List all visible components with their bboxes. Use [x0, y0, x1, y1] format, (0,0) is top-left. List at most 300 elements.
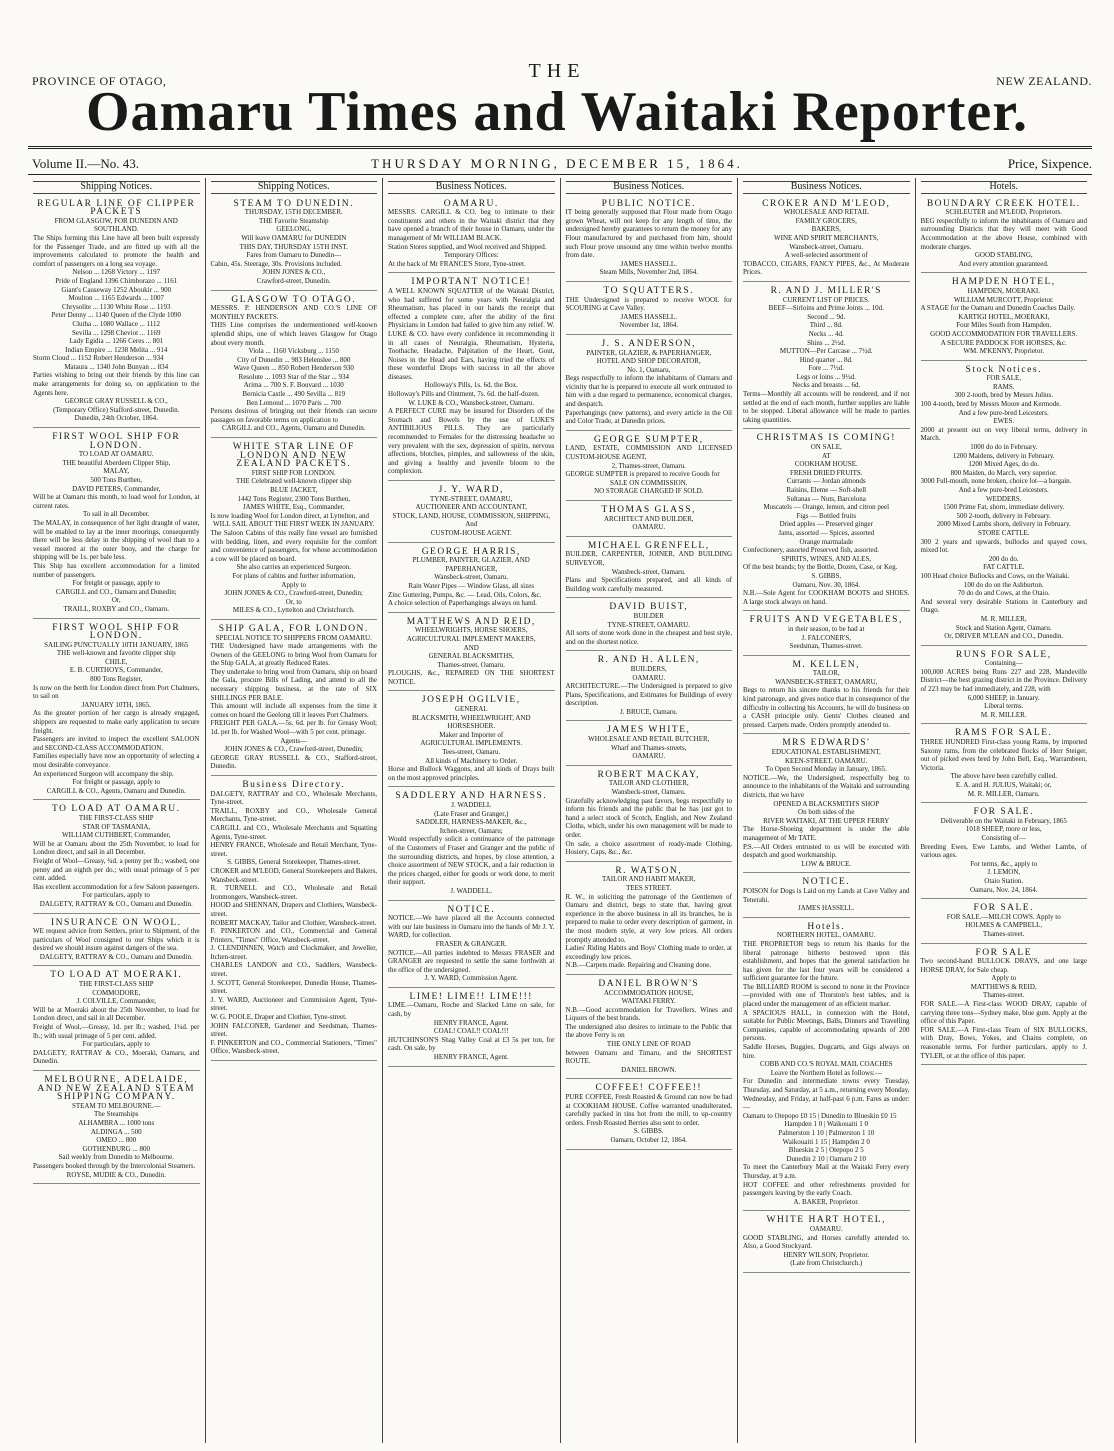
advertisement-line: J. WADDELL. [450, 886, 493, 895]
advertisement-line: Two second-hand BULLOCK DRAYS, and one large HORSE DRAY, for Sale cheap. [920, 957, 1087, 974]
advertisement-line: Maker and Importer of [439, 730, 504, 739]
advertisement-title: IMPORTANT NOTICE! [411, 277, 532, 288]
advertisement-line: This amount will include all expenses from the time it comes on board the Geelong till it leaves Port Chalmers. [210, 702, 377, 719]
advertisement-line: WM. M'KENNY, Proprietor. [963, 347, 1045, 356]
advertisement-line: DALGETY, RATTRAY & CO., Moeraki, Oamaru, and Dunedin. [33, 1048, 200, 1066]
advertisement-line: between Oamaru and Timaru, and the SHORTEST ROUTE. [565, 1048, 732, 1066]
advertisement-line: J. Y. WARD, Auctioneer and Commission Agent, Tyne-street. [210, 995, 377, 1013]
advertisement-title: RUNS FOR SALE, [955, 649, 1052, 660]
advertisement-title: FIRST WOOL SHIP FOR LONDON. [52, 622, 181, 642]
advertisement-line: A SPACIOUS HALL, in connexion with the Hotel, suitable for Public Meetings, Balls, Dinners and Travelling Companies, capable of accommodating upwards of 200 persons. [743, 1008, 910, 1043]
advertisement [743, 876, 910, 917]
advertisement-line: Families especially have now an opportunity of selecting a most desirable conveyance. [33, 752, 200, 769]
advertisement-line: And a few pure-bred Leicesters. [958, 486, 1049, 494]
advertisement-line: BEG respectfully to inform the inhabitants of Oamaru and surrounding Districts that they will meet with Good Accommodation at the above House, combined with moderate charges. [920, 216, 1087, 251]
advertisement-line: THE Celebrated well-known clipper ship [236, 477, 352, 486]
advertisement-line: THREE HUNDRED First-class young Rams, by imported Saxony rams, from the celebrated flocks of Herr Steiger, out of picked ewes bred by John Bell, Esq., Warrambeen, Victoria. [920, 738, 1087, 772]
advertisement-line: Peter Denny ... 1140 Queen of the Clyde 1090 [51, 311, 181, 320]
advertisement-line: Ladies' Riding Habits and Boys' Clothing made to order, at exceedingly low prices. [565, 944, 732, 961]
advertisement-title: FOR SALE [975, 947, 1033, 958]
advertisement [33, 803, 200, 913]
advertisement-line: KARTIGI HOTEL, MOERAKI, [958, 312, 1050, 321]
advertisement-line: THE ONLY LINE OF ROAD [606, 1040, 691, 1049]
advertisement-line: Wansbeck-street, Oamaru. [611, 788, 686, 797]
advertisement-line: Would respectfully solicit a continuance of the patronage of the Customers of Fraser and Granger and the public of the surrounding districts, and hopes, by close attention, a choice assortment of NEW STOCK, and a fair reduction in the prices charged, either for goods or work done, to merit their support. [388, 835, 555, 887]
advertisement-line: E. B. CURTHOYS, Commander, [69, 666, 163, 675]
advertisement-title: TO SQUATTERS. [603, 285, 695, 296]
advertisement-line: The undersigned also desires to intimate to the Public that the above Ferry is on [565, 1022, 732, 1040]
advertisement-title: R. WATSON, [615, 865, 683, 876]
advertisement-line: Stock and Station Agent, Oamaru. [955, 623, 1052, 632]
advertisement-line: IT being generally supposed that Flour made from Otago grown Wheat, will not keep for any length of time, the undersigned hereby guarantees to return the money for any Flour manufactured by and purchased from him, should such Flour prove unsound any time within twelve months from date. [565, 208, 732, 260]
advertisement-line: Cabin, 45s. Steerage, 30s. Provisions included. [210, 259, 342, 268]
advertisement-line: Agents— [280, 736, 308, 745]
advertisement-line: MILES & CO., Lyttelton and Christchurch. [232, 606, 355, 615]
advertisement-line: Dried apples — Preserved ginger [779, 520, 873, 529]
advertisement-line: An experienced Surgeon will accompany the ship. [33, 769, 174, 778]
advertisement-line: TO LOAD AT OAMARU. [78, 450, 154, 459]
advertisement [211, 779, 378, 1061]
advertisement-line: Confectionery, assorted Preserved fish, assorted. [743, 546, 879, 555]
advertisement-line: Will leave OAMARU for DUNEDIN [241, 233, 347, 242]
advertisement-line: NOTICE.—All parties indebted to Messrs FRASER and GRANGER are requested to settle the same forthwith at the office of the undersigned. [388, 948, 555, 974]
advertisement-line: For Dunedin and intermediate towns every Tuesday, Thursday, and Saturday, at 5 a.m., returning every Monday, Wednesday, and Friday, at half-past 6 p.m. Fares as under:— [743, 1077, 910, 1112]
advertisement-line: F. PINKERTON and CO., Commercial and General Printers, "Times" Office, Wansbeck-street. [210, 927, 377, 944]
province-label: PROVINCE OF OTAGO, [32, 74, 167, 88]
advertisement-line: For freight or passage, apply to [72, 778, 160, 787]
advertisement-line: The above have been carefully culled. [950, 772, 1057, 781]
advertisement [566, 540, 733, 599]
advertisement-line: The Saloon Cabins of this really fine vessel are furnished with bedding, linen, and every requisite for the comfort and convenience of passengers, for whose accommodation a cow will be placed on board. [210, 528, 377, 563]
advertisement-line: The Ships forming this Line have all been built expressly for the Passenger Trade, and are fitted up with all the improvements calculated to promote the health and comfort of passengers on a long sea voyage. [33, 233, 200, 268]
masthead-rule-top [28, 146, 1092, 149]
advertisement-line: THE FIRST-CLASS SHIP [78, 813, 154, 822]
advertisement [921, 276, 1088, 360]
advertisement-line: Holloway's Pills and Ointment, 7s. 6d. the half-dozen. [388, 390, 540, 399]
advertisement [921, 649, 1088, 725]
advertisement-line: LOW & BRUCE. [801, 859, 852, 868]
advertisement-line: Four Miles South from Hampden. [956, 321, 1052, 330]
advertisement-line: N.B.—Good accommodation for Travellers. Wines and Liquors of the best brands. [565, 1005, 732, 1023]
advertisement [388, 616, 555, 692]
advertisement-line: For particulars, apply to [82, 891, 150, 900]
advertisement [921, 902, 1088, 943]
advertisement-line: Or, [111, 596, 121, 605]
advertisement-line: GEORGE SUMPTER is prepared to receive Goods for [565, 470, 720, 479]
advertisement-line: COBB AND CO.'S ROYAL MAIL COACHES [759, 1060, 893, 1069]
advertisement-line: Third ... 8d. [809, 321, 843, 330]
advertisement-title: CHRISTMAS IS COMING! [756, 433, 896, 444]
advertisement-line: Fore ... 7½d. [808, 364, 845, 373]
advertisement-line: 1200 Maidens, delivery in February. [952, 451, 1055, 460]
advertisement [743, 285, 910, 430]
advertisement-line: POISON for Dogs is Laid on my Lands at Cave Valley and Tenerahi. [743, 886, 910, 904]
advertisement-line: JAMES HASSELL. [798, 904, 855, 913]
advertisement-line: Saddle Horses, Buggies, Dogcarts, and Gigs always on hire. [743, 1043, 910, 1060]
advertisement-line: They undertake to bring wool from Oamaru, ship on board the Gala, procure Bills of Lading, and attend to all the necessary shipping business, at the rate of SIX SHILLINGS PER BALE. [210, 667, 377, 702]
advertisement-line: 300 2-tooth, bred by Messrs Julius. [954, 391, 1054, 400]
advertisement [743, 921, 910, 1212]
advertisement-line: Oamaru, October 12, 1864. [610, 1136, 688, 1144]
advertisement-line: W. G. POOLE, Draper and Clothier, Tyne-street. [210, 1013, 347, 1022]
column-heading: Business Notices. [388, 181, 555, 194]
advertisement-line: FAMILY GROCERS, [795, 216, 857, 225]
advertisement [388, 546, 555, 613]
advertisement-line: 6,000 SHEEP, in January. [967, 693, 1040, 702]
advertisement-line: Palmerston 1 10 | Palmerston 1 10 [778, 1128, 875, 1137]
advertisement-line: COMMODORE, [92, 988, 141, 997]
advertisement-line: FOR SALE.—A First-class Team of SIX BULLOCKS, with Dray, Bows, Yokes, and Chains complete, on reasonable terms. For further particulars, apply to J. TYLER, or at the office of this paper. [920, 1025, 1087, 1060]
advertisement-line: HOLMES & CAMPBELL, [965, 921, 1043, 930]
advertisement-line: J. Y. WARD, Commission Agent. [424, 974, 518, 983]
advertisement-line: FOR SALE.—A First-class WOOD DRAY, capable of carrying three tons—Sydney make, blue gum. Apply at the office of this Paper. [920, 1000, 1087, 1026]
advertisement [566, 769, 733, 862]
advertisement-line: And every attention guaranteed. [958, 259, 1049, 268]
advertisement-line: CARGILL & CO., Agents, Oamaru and Dunedin. [46, 786, 186, 795]
advertisement-line: Necks ... 4d. [808, 329, 844, 338]
advertisement-line: STEAM TO MELBOURNE.— [71, 1101, 161, 1110]
advertisement-title: GEORGE SUMPTER, [593, 434, 704, 445]
advertisement-line: Currants — Jordan almonds [786, 477, 866, 486]
advertisement-title: LIME! LIME!! LIME!!! [409, 991, 533, 1002]
advertisement [388, 904, 555, 988]
advertisement-line: HENRY FRANCE, Wholesale and Retail Merchant, Tyne-street. [210, 841, 377, 858]
advertisement-line: To meet the Canterbury Mail at the Waitaki Ferry every Thursday, at 9 a.m. [743, 1163, 910, 1180]
advertisement-line: AND [463, 643, 479, 652]
advertisement-title: TO LOAD AT MOERAKI. [50, 970, 183, 981]
advertisement-line: Temporary Offices: [443, 251, 499, 260]
advertisement-line: OMEO ... 800 [96, 1136, 137, 1145]
advertisement-title: PUBLIC NOTICE. [601, 198, 696, 209]
advertisement-title: RAMS FOR SALE. [955, 728, 1053, 739]
advertisement [743, 1214, 910, 1273]
advertisement-line: On both sides of the [798, 808, 855, 817]
advertisement-title: M. KELLEN, [792, 659, 860, 670]
advertisement-line: To Open Second Monday in January, 1865. [765, 765, 887, 774]
advertisement-line: Passengers are invited to inspect the excellent SALOON and SECOND-CLASS ACCOMMODATION. [33, 735, 200, 752]
advertisement-line: OAMARU. [632, 523, 666, 532]
advertisement-line: Begs respectfully to inform the inhabitants of Oamaru and vicinity that he is prepared to execute all work entrusted to him with a due regard to permanence, economical charges, and despatch. [565, 374, 732, 409]
advertisement-line: JAMES WHITE, Esq., Commander, [242, 503, 345, 512]
advertisement-line: MESSRS. CARGILL & CO. beg to intimate to their constituents and others in the Waitaki district that they have opened a branch of their house in Oamaru, under the management of Mr WILLIAM BLACK. [388, 208, 555, 242]
advertisement-line: 1500 Prime Fat, shorn, immediate delivery. [943, 503, 1065, 512]
advertisement-line: M. R. MILLER, Oamaru. [967, 789, 1040, 798]
advertisement-line: EDUCATIONAL ESTABLISHMENT, [771, 748, 881, 757]
advertisement-line: ROYSE, MUDIE & CO., Dunedin. [66, 1170, 166, 1179]
advertisement-line: GEORGE GRAY RUSSELL & CO., Stafford-street, Dunedin. [210, 753, 377, 771]
advertisement-title: HAMPDEN HOTEL, [951, 277, 1056, 288]
issue-price: Price, Sixpence. [1007, 156, 1092, 171]
advertisement-line: On sale, a choice assortment of ready-made Clothing, Hosiery, Caps, &c., &c. [565, 839, 732, 857]
advertisement-line: TEES STREET. [626, 883, 672, 892]
advertisement-line: Will be at Oamaru this month, to load wool for London, at current rates. [33, 493, 200, 510]
column-heading: Shipping Notices. [33, 181, 200, 194]
advertisement-line: TYNE-STREET, OAMARU, [429, 494, 513, 503]
advertisement-line: Moulton ... 1165 Edwards ... 1007 [68, 294, 165, 303]
advertisement-line: November 1st, 1864. [619, 321, 679, 330]
advertisement-line: TAILOR AND CLOTHIER, [608, 779, 689, 788]
issue-date: THURSDAY MORNING, DECEMBER 15, 1864. [371, 156, 743, 171]
advertisement-line: WE request advice from Settlers, prior to Shipment, of the particulars of Wool consigned to our Ships which it is desired we should insure against dangers of the sea. [33, 927, 200, 953]
advertisement-line: Sevilla ... 1298 Cheviot ... 1169 [71, 328, 161, 337]
advertisement-line: Apply to [991, 974, 1017, 983]
advertisement-line: WANSBECK-STREET, OAMARU, [775, 677, 878, 686]
advertisement-line: For particulars, apply to [82, 1040, 150, 1049]
advertisement [33, 622, 200, 801]
advertisement-line: Muscatels — Orange, lemon, and citron peel [763, 503, 890, 512]
advertisement [211, 623, 378, 776]
advertisement-title: MRS EDWARDS' [782, 738, 871, 749]
advertisement-title: R. AND J. MILLER'S [770, 285, 882, 296]
advertisement [566, 865, 733, 975]
advertisement-line: Rain Water Pipes — Window Glass, all sizes [408, 581, 535, 590]
advertisement [388, 198, 555, 274]
advertisement-line: OAMARU. [809, 1224, 843, 1233]
advertisement-line: Steam Mills, November 2nd, 1864. [599, 268, 699, 277]
advertisement-line: Plans and Specifications prepared, and all kinds of Building work carefully measured. [565, 576, 732, 593]
advertisement-line: Wansbeck-street, Oamaru. [789, 242, 864, 251]
advertisement-line: Chrysolite ... 1130 White Rose ... 1193 [61, 302, 171, 311]
column-heading: Shipping Notices. [211, 181, 378, 194]
advertisement-line: Arima ... 700 S. F. Bouvard ... 1030 [243, 381, 344, 390]
advertisement-line: SPECIAL NOTICE TO SHIPPERS FROM OAMARU. [215, 633, 372, 642]
advertisement-line: R. TURNELL and CO., Wholesale and Retail Ironmongers, Wansbeck-street. [210, 884, 377, 901]
advertisement-line: TRAILL, ROXBY and CO., Wholesale General Merchants, Tyne-street. [210, 806, 377, 824]
advertisement-line: HOT COFFEE and other refreshments provided for passengers leaving by the early Coach. [743, 1180, 910, 1198]
advertisement-line: M. R. MILLER. [980, 710, 1027, 719]
advertisement-title: DANIEL BROWN'S [598, 978, 700, 989]
advertisement-line: EWES. [993, 417, 1015, 426]
advertisement-line: MUTTON—Per Carcase ... 7½d. [779, 347, 873, 356]
advertisement-line: (Temporary Office) Stafford-street, Dunedin. [53, 405, 180, 414]
column-5 [738, 178, 916, 1443]
advertisement-line: (Late Fraser and Granger,) [434, 809, 509, 818]
advertisement-line: Hind quarter ... 8d. [799, 355, 853, 364]
advertisement-line: Zinc Guttering, Pumps, &c. — Lead, Oils, Colors, &c. [388, 590, 542, 599]
advertisement-line: Itchen-street, Oamaru; [439, 826, 503, 835]
advertisement-line: Waikouaiti 1 15 | Hampden 2 0 [782, 1137, 870, 1146]
advertisement-line: SALE ON COMMISSION. [609, 478, 688, 487]
advertisement-line: A PERFECT CURE may be insured for Disorders of the Stomach and Bowels by the use of LUKE'S ANTIBILIOUS PILLS. They are particularly recommended to Females for the distressing headache so very prevalent with the sex, depression of spirits, nervous affections, blotches, pimples, and sallowness of the skin, and giving a healthy and juvenile bloom to the complexion. [388, 407, 555, 476]
country-label: NEW ZEALAND. [996, 74, 1092, 88]
advertisement-line: GOTHENBURG ... 800 [82, 1144, 150, 1153]
column-heading: Hotels. [921, 181, 1088, 194]
advertisement-line: HENRY FRANCE, Agent. [433, 1018, 509, 1027]
advertisement-title: R. AND H. ALLEN, [597, 655, 700, 666]
advertisement-line: 1018 SHEEP, more or less, [965, 825, 1042, 834]
advertisement-line: GENERAL BLACKSMITHS, [428, 652, 514, 661]
advertisement-title: J. Y. WARD, [438, 485, 504, 495]
advertisement-line: Liberal terms. [984, 702, 1024, 711]
advertisement-line: ARCHITECTURE.—The Undersigned is prepared to give Plans, Specifications, and Estimates for Buildings of every description. [565, 682, 732, 708]
advertisement-line: Wansbeck-street, Oamaru. [434, 573, 509, 582]
advertisement-line: WHOLESALE AND RETAIL [783, 208, 869, 217]
advertisement-line: NORTHERN HOTEL, OAMARU. [776, 931, 876, 940]
advertisement-line: Will be at Oamaru about the 25th November, to load for London direct, and sail in all December. [33, 839, 200, 857]
advertisement-line: CARGILL and CO., Agents, Oamaru and Dunedin. [221, 424, 366, 433]
advertisement-line: HOOD and SHENNAN, Drapers and Clothiers, Wansbeck-street. [210, 901, 377, 918]
advertisement-line: MALAY, [103, 467, 130, 476]
advertisement-line: A SECURE PADDOCK FOR HORSES, &c. [940, 338, 1067, 347]
advertisement-line: DALGETY, RATTRAY & CO., Oamaru and Dunedin. [39, 952, 193, 961]
advertisement-line: Containing— [984, 659, 1023, 668]
advertisement-line: Dunedin 2 10 | Oamaru 2 10 [786, 1154, 867, 1163]
advertisement-title: WHITE HART HOTEL, [766, 1215, 886, 1226]
advertisement-title: MICHAEL GRENFELL, [587, 540, 710, 551]
advertisement-title: JAMES WHITE, [607, 725, 691, 736]
advertisement-line: THE FIRST-CLASS SHIP [78, 980, 154, 989]
advertisement-line: 200 do do. [988, 554, 1019, 563]
advertisement-line: Will be at Moeraki about the 25th November, to load for London direct, and sail in all December. [33, 1005, 200, 1023]
advertisement [33, 198, 200, 428]
advertisement-line: Of the best brands; by the Bottle, Dozen, Case, or Keg. [743, 563, 898, 572]
advertisement-line: Jams, assorted — Spices, assorted [778, 528, 875, 537]
advertisement-title: Business Directory. [242, 780, 346, 790]
advertisement-title: JOSEPH OGILVIE, [421, 695, 521, 706]
advertisement-title: DAVID BUIST, [609, 602, 689, 613]
advertisement-title: GEORGE HARRIS, [421, 546, 521, 557]
advertisement-line: 1000 do do in February. [970, 443, 1038, 452]
advertisement-title: REGULAR LINE OF CLIPPER PACKETS [37, 198, 196, 218]
advertisement-line: (Late from Christchurch.) [790, 1259, 863, 1268]
advertisement-line: 800 Tons Register, [90, 675, 143, 684]
newspaper-columns [28, 178, 1092, 1443]
advertisement-line: JOHN FALCONER, Gardener and Seedsman, Thames-street. [210, 1021, 377, 1039]
advertisement-line: J. BRUCE, Oamaru. [620, 707, 678, 716]
advertisement-line: GEELONG, [276, 225, 312, 234]
advertisement-line: DAVID PETERS, Commander, [72, 484, 161, 493]
advertisement [388, 790, 555, 900]
advertisement-line: S. GIBBS, [811, 571, 842, 580]
advertisement-line: J. LEMON, [987, 868, 1021, 877]
column-4 [561, 178, 739, 1443]
advertisement-title: FRUITS AND VEGETABLES, [749, 615, 903, 626]
advertisement-line: KEEN-STREET, OAMARU. [784, 756, 868, 765]
advertisement-line: 2000 at present out on very liberal terms, delivery in March. [920, 425, 1087, 443]
advertisement-line: Otaio Station. [984, 876, 1024, 885]
advertisement [921, 806, 1088, 899]
advertisement-line: Shins ... 2½d. [807, 338, 846, 347]
masthead [0, 0, 1114, 172]
advertisement-title: COFFEE! COFFEE!! [595, 1083, 703, 1094]
advertisement-line: Clutha ... 1080 Wallace ... 1112 [72, 319, 161, 328]
advertisement-line: Freight of Wool—Greasy, ¾d. a penny per lb.; washed, one penny and an eighth per do.; with usual primage of 5 per cent. added. [33, 856, 200, 883]
advertisement-line: F. PINKERTON and CO., Commercial Stationers, "Times" Office, Wansbeck-street. [210, 1038, 377, 1056]
advertisement-line: FREIGHT PER GALA.—5s. 6d. per lb. for Greasy Wool; 1d. per lb. for Washed Wool—with 5 per cent. primage. [210, 719, 377, 737]
advertisement-line: CARGILL and CO., Oamaru and Dunedin; [55, 587, 177, 596]
advertisement-line: FAT CATTLE. [983, 563, 1025, 572]
advertisement [388, 991, 555, 1067]
advertisement [566, 504, 733, 537]
advertisement-line: GOOD STABLING, [974, 251, 1033, 260]
advertisement-line: Seedsman, Thames-street. [789, 642, 863, 651]
advertisement-line: R. W., in soliciting the patronage of the Gentlemen of Oamaru and district, begs to state that, having great experience in the above business in all its branches, he is prepared to make to order every description of garment, in the most modern style, at very low prices. All orders promptly attended to. [565, 892, 732, 944]
advertisement-line: WILLIAM CUTHBERT, Commander, [62, 831, 171, 840]
advertisement-line: She also carries an experienced Surgeon. [236, 563, 352, 572]
advertisement-line: Thames-street. [983, 929, 1025, 938]
advertisement-line: THE Favorite Steamship [258, 216, 329, 225]
advertisement-line: Terms—Monthly all accounts will be rendered, and if not settled at the end of each month, further supplies are liable to be stopped. Liberal allowance will be made to parties taking quantities. [743, 390, 910, 424]
advertisement-line: PAINTER, GLAZIER, & PAPERHANGER, [586, 348, 712, 357]
advertisement-line: JOHN JONES & CO., [262, 268, 326, 277]
advertisement-line: WHOLESALE AND RETAIL BUTCHER, [588, 735, 710, 744]
advertisement-line: GENERAL [454, 705, 488, 714]
advertisement-line: Wansbeck-street, Oamaru. [611, 567, 686, 576]
advertisement-line: WILLIAM MURCOTT, Proprietor. [953, 295, 1054, 304]
advertisement-line: STOCK, LAND, HOUSE, COMMISSION, SHIPPING, [392, 511, 551, 520]
advertisement-line: Thames-street, Oamaru. [437, 660, 505, 669]
volume-number: Volume II.—No. 43. [32, 156, 140, 171]
advertisement-line: FROM GLASGOW, FOR DUNEDIN AND SOUTHLAND. [54, 216, 178, 234]
advertisement-line: Thames-street. [983, 991, 1025, 1000]
advertisement-line: Passengers booked through by the Intercolonial Steamers. [33, 1161, 196, 1170]
advertisement-line: HOTEL AND SHOP DECORATOR, [596, 357, 701, 366]
advertisement-title: WHITE STAR LINE OF LONDON AND NEW ZEALAND PACKETS. [232, 442, 355, 470]
advertisement-title: FIRST WOOL SHIP FOR LONDON. [52, 432, 181, 451]
advertisement-line: FOR SALE, [986, 374, 1022, 383]
advertisement-line: Gratefully acknowledging past favors, begs respectfully to inform his friends and the public that he has just got to hand a select stock of Scotch, English, and New Zealand Cloths, which, under his own management will be made to order. [565, 796, 732, 839]
advertisement-line: Consisting of— [981, 833, 1027, 842]
column-2 [206, 178, 384, 1443]
advertisement-title: SADDLERY AND HARNESS. [395, 791, 548, 802]
advertisement-line: CUSTOM-HOUSE AGENT. [430, 528, 512, 537]
advertisement-line: Orange marmalade [799, 537, 853, 546]
advertisement-line: Has excellent accommodation for a few Saloon passengers. [33, 882, 200, 891]
advertisement-line: Tees-street, Oamaru. [442, 748, 501, 757]
advertisement [566, 198, 733, 282]
advertisement-line: Begs to return his sincere thanks to his friends for their kind patronage, and gives notice that in consequence of the difficulty in collecting his Accounts, he will do business on a CASH principle only. Gents' Clothes cleaned and pressed. Carpets made. Orders promptly attended to. [743, 686, 910, 729]
advertisement-line: Paperhangings (new patterns), and every article in the Oil and Color Trade, at Dunedin prices. [565, 408, 732, 426]
advertisement-line: Sail weekly from Dunedin to Melbourne. [58, 1153, 174, 1162]
advertisement-line: N.B.—Sole Agent for COOKHAM BOOTS and SHOES. A large stock always on hand. [743, 589, 910, 606]
advertisement-line: BUILDERS, [630, 664, 667, 673]
advertisement-line: OPENED A BLACKSMITH'S SHOP [773, 799, 880, 808]
advertisement-line: J. CLENDINNEN, Watch and Clockmaker, and Jeweller, Itchen-street. [210, 944, 377, 961]
advertisement-line: J. FALCONER'S, [801, 633, 852, 642]
column-6 [916, 178, 1093, 1443]
advertisement-line: JAMES HASSELL. [620, 312, 677, 321]
advertisement-line: 2000 Mixed Lambs shorn, delivery in February. [936, 520, 1071, 529]
advertisement-line: ALHAMBRA ... 1000 tons [78, 1118, 155, 1127]
advertisement-line: AGRICULTURAL IMPLEMENTS. [420, 739, 523, 748]
advertisement-line: WHEELWRIGHTS, HORSE SHOERS, [414, 626, 528, 635]
advertisement-title: NOTICE. [802, 877, 851, 888]
advertisement-line: JOHN JONES & CO., Crawford-street, Dunedin; [224, 589, 363, 598]
advertisement-title: TO LOAD AT OAMARU. [51, 804, 181, 815]
advertisement-line: As the greater portion of her cargo is already engaged, shippers are requested to make early application to secure freight. [33, 709, 200, 735]
advertisement-line: 70 do do and Cows, at the Otaio. [957, 589, 1050, 598]
advertisement-line: TAILOR AND HABIT MAKER, [602, 875, 696, 884]
advertisement-line: 800 Maiden, do March, very superior. [950, 468, 1057, 477]
advertisement [566, 285, 733, 335]
advertisement-line: FIRST SHIP FOR LONDON. [251, 468, 336, 477]
advertisement-line: THE Undersigned is prepared to receive WOOL for SCOURING at Cave Valley. [565, 295, 732, 313]
advertisement-line: DALGETY, RATTRAY and CO., Wholesale Merchants, Tyne-street. [210, 789, 377, 807]
advertisement-line: SADDLER, HARNESS-MAKER, &c., [415, 818, 527, 827]
advertisement-line: For freight or passage, apply to [72, 579, 160, 588]
advertisement-line: Blueskin 2 5 | Otepopo 2 5 [788, 1146, 864, 1155]
advertisement-line: THE beautiful Aberdeen Clipper Ship, [62, 458, 171, 467]
advertisement-line: A well-selected assortment of [784, 251, 868, 260]
advertisement-line: THIS Line comprises the undermentioned well-known splendid ships, one of which leaves Glasgow for Otago about every month. [210, 321, 377, 347]
advertisement-line: OAMARU. [632, 673, 666, 682]
advertisement-line: LAND, ESTATE, COMMISSION AND LICENSED CUSTOM-HOUSE AGENT, [565, 444, 732, 462]
advertisement [743, 614, 910, 655]
advertisement-line: J. SCOTT, General Storekeeper, Dunedin House, Thames-street. [210, 978, 377, 996]
advertisement-line: BUILDER, CARPENTER, JOINER, AND BUILDING SURVEYOR, [565, 550, 732, 567]
advertisement-line: Indian Empire ... 1238 Melita ... 914 [65, 345, 168, 354]
advertisement-line: Fares from Oamaru to Dunedin— [246, 251, 342, 260]
